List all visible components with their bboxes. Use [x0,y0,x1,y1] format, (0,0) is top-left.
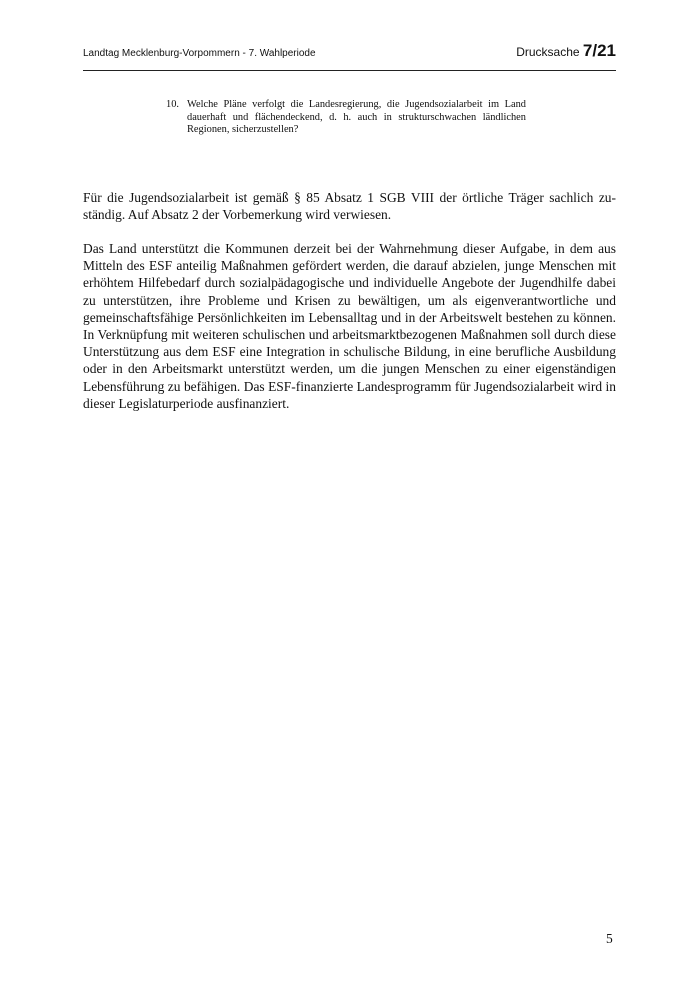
question-block [166,99,526,137]
answer-paragraph-1: Für die Jugendsozialarbeit ist gemäß § 85 Absatz 1 SGB VIII der örtliche Träger sachlich zuständig. Auf Absatz 2 der Vorbemerkung wird verwiesen. [83,190,616,223]
parliament-title: Landtag Mecklenburg-Vorpommern - 7. Wahlperiode [83,48,316,59]
document-label: Drucksache [516,45,580,59]
question-number: 10. [166,99,179,110]
page-header [83,40,616,71]
question-text: Welche Pläne verfolgt die Landesregierung, die Jugendsozialarbeit im Land dauerhaft und flächendeckend, d. h. auch in strukturschwachen ländlichen Regionen, sicherzustellen? [187,99,526,135]
document-number: 7/21 [582,41,616,60]
answer-paragraph-2: Das Land unterstützt die Kommunen derzeit bei der Wahrnehmung dieser Aufgabe, in dem aus Mitteln des ESF anteilig Maßnahmen gefördert werden, die darauf abzielen, junge Menschen mit erhöhtem Hilfebedarf durch sozialpädagogische und individuelle Angebote der Jugendhilfe dabei zu unterstützen, ihre Probleme und Krisen zu bewältigen, um als eigenverantwortliche und gemeinschaftsfähige Persönlichkeiten im Lebensalltag und in der Arbeitswelt bestehen zu können. In Verknüpfung mit weiteren schulischen und arbeitsmarktbezogenen Maßnahmen soll durch diese Unterstützung aus dem ESF eine Integration in schulische Bildung, in eine berufliche Ausbildung oder in den Arbeitsmarkt unterstützt werden, um die jungen Menschen zu einer eigenständigen Lebensführung zu befähigen. Das ESF-finanzierte Landesprogramm für Jugendsozialarbeit wird in dieser Legislaturperiode ausfinanziert. [83,241,616,411]
page-number: 5 [606,931,613,946]
document-reference [516,40,616,63]
